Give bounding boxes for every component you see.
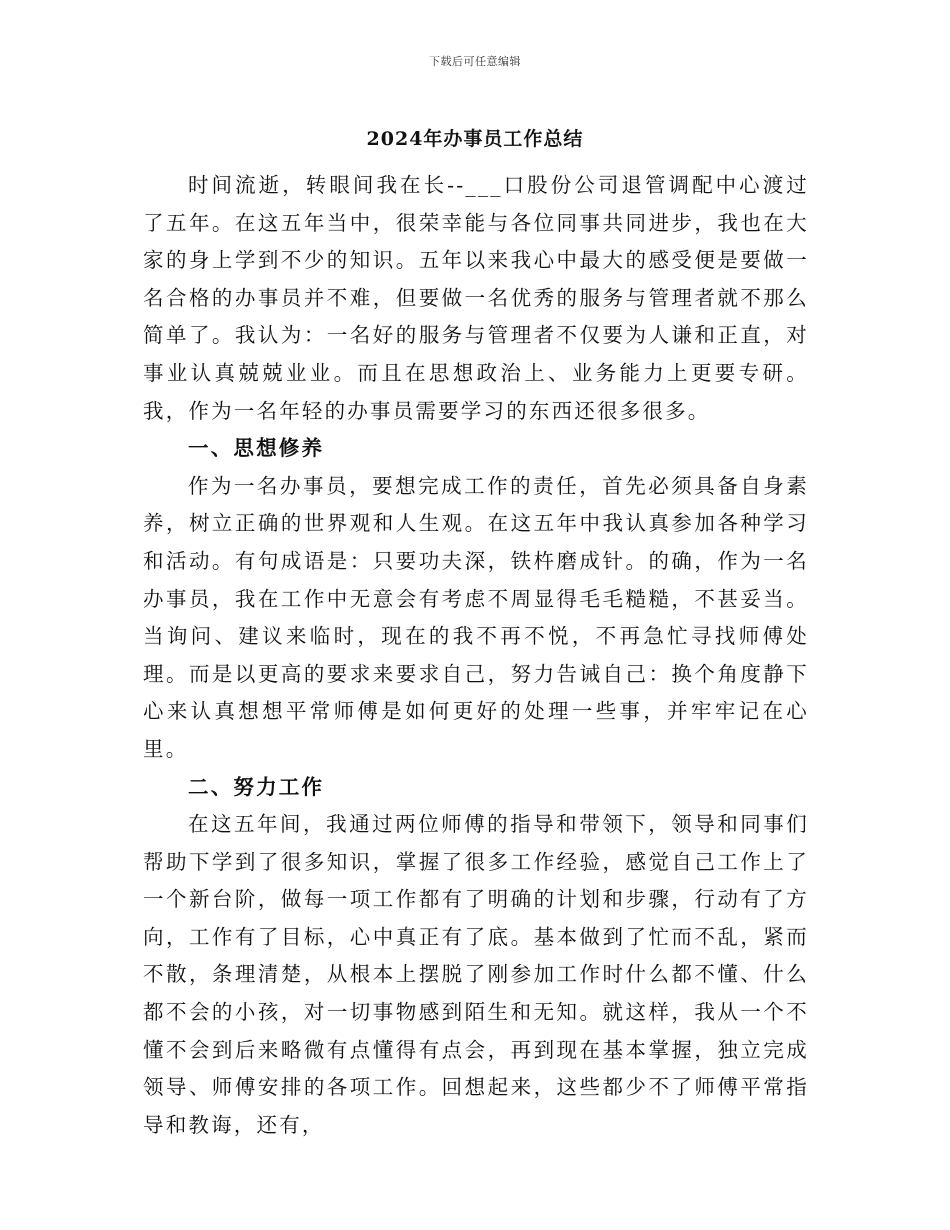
- paragraph-thought: 作为一名办事员，要想完成工作的责任，首先必须具备自身素养，树立正确的世界观和人生观。在这五年中我认真参加各种学习和活动。有句成语是：只要功夫深，铁杵磨成针。的确，作为一名办事员，我在工作中无意会有考虑不周显得毛毛糙糙，不甚妥当。当询问、建议来临时，现在的我不再不悦，不再急忙寻找师傅处理。而是以更高的要求来要求自己，努力告诫自己：换个角度静下心来认真想想平常师傅是如何更好的处理一些事，并牢牢记在心里。: [143, 473, 809, 761]
- document-title: 2024年办事员工作总结: [366, 128, 584, 150]
- paragraph-work: 在这五年间，我通过两位师傅的指导和带领下，领导和同事们帮助下学到了很多知识，掌握了很多工作经验，感觉自己工作上了一个新台阶，做每一项工作都有了明确的计划和步骤，行动有了方向，工作有了目标，心中真正有了底。基本做到了忙而不乱，紧而不散，条理清楚，从根本上摆脱了刚参加工作时什么都不懂、什么都不会的小孩，对一切事物感到陌生和无知。就这样，我从一个不懂不会到后来略微有点懂得有点会，再到现在基本掌握，独立完成领导、师傅安排的各项工作。回想起来，这些都少不了师傅平常指导和教诲，还有，: [143, 812, 809, 1137]
- document-body: [143, 167, 809, 1144]
- section-heading-thought: 一、思想修养: [188, 436, 325, 461]
- section-heading-work: 二、努力工作: [188, 774, 325, 799]
- paragraph-intro: 时间流逝，转眼间我在长--___口股份公司退管调配中心渡过了五年。在这五年当中，很荣幸能与各位同事共同进步，我也在大家的身上学到不少的知识。五年以来我心中最大的感受便是要做一名合格的办事员并不难，但要做一名优秀的服务与管理者就不那么简单了。我认为：一名好的服务与管理者不仅要为人谦和正直，对事业认真兢兢业业。而且在思想政治上、业务能力上更要专研。我，作为一名年轻的办事员需要学习的东西还很多很多。: [143, 173, 809, 423]
- header-note: 下载后可任意编辑: [429, 55, 521, 68]
